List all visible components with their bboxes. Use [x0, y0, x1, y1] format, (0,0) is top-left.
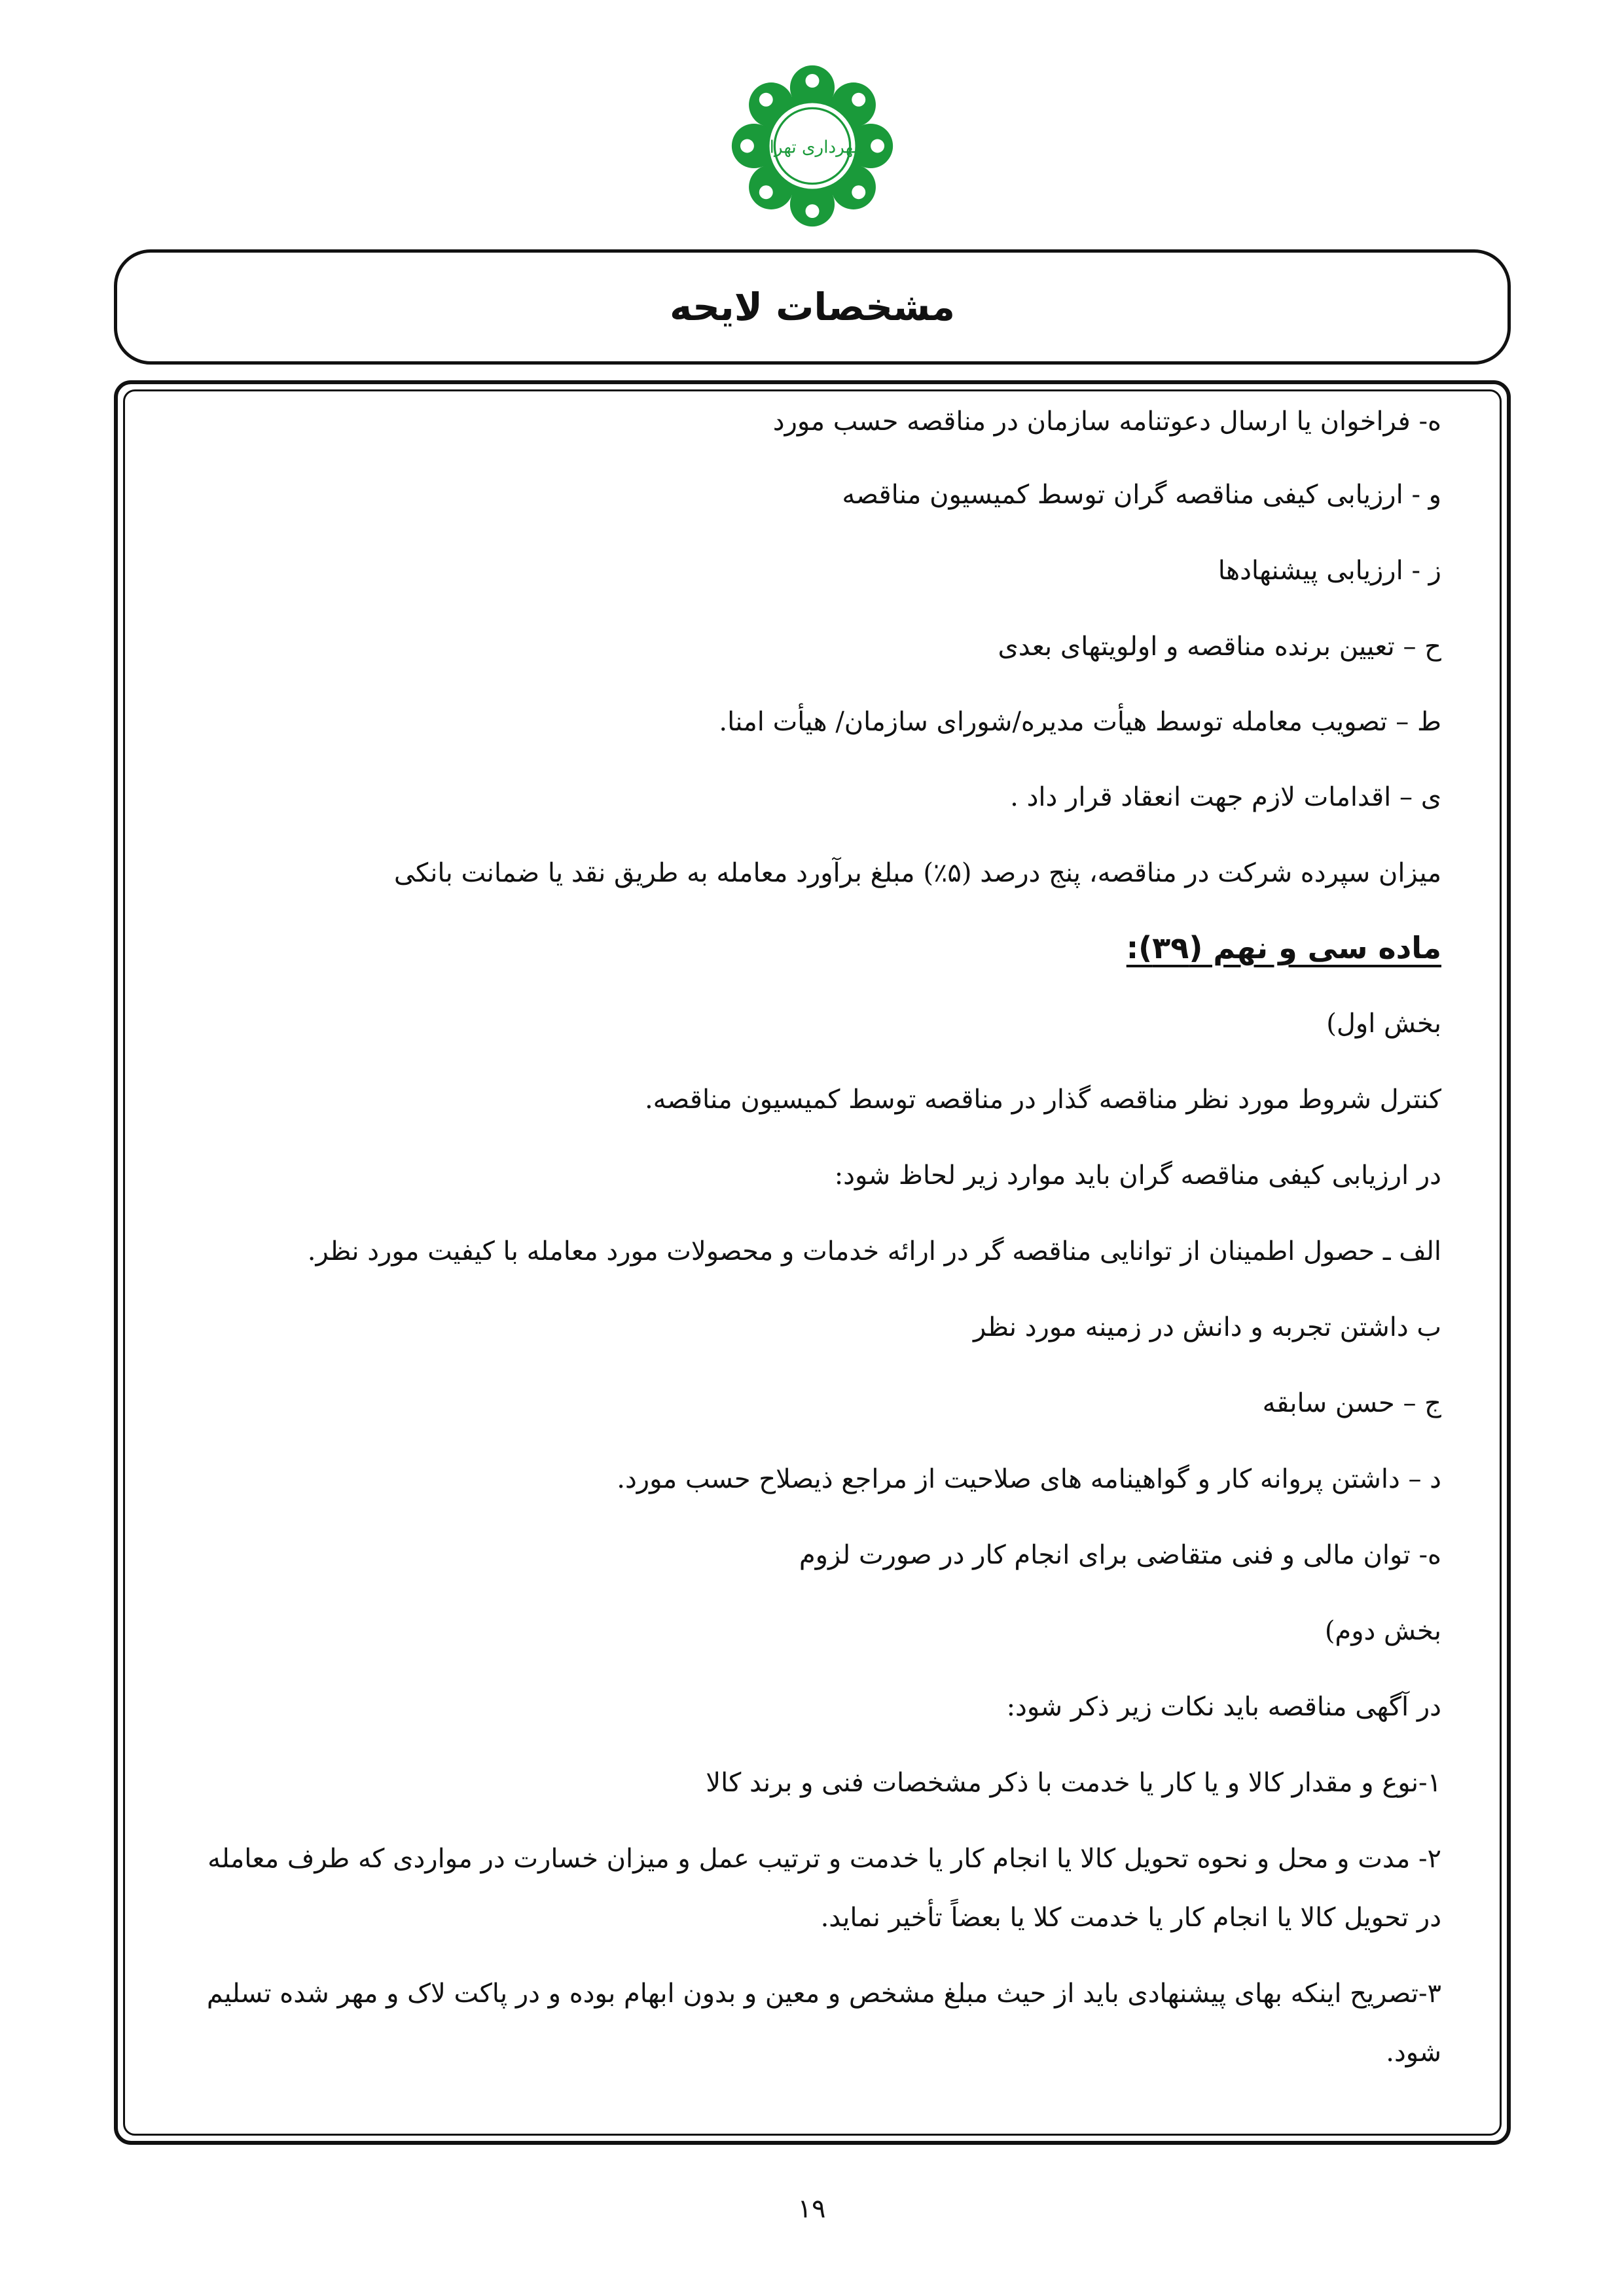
- text-line: کنترل شروط مورد نظر مناقصه گذار در مناقصه توسط کمیسیون مناقصه.: [644, 1085, 1441, 1115]
- list-item: ۱-نوع و مقدار کالا و یا کار یا خدمت با ذکر مشخصات فنی و برند کالا: [706, 1768, 1441, 1798]
- text-line: الف ـ حصول اطمینان از توانایی مناقصه گر در ارائه خدمات و محصولات مورد معامله با کیفیت مورد نظر.: [307, 1236, 1441, 1266]
- text-line: میزان سپرده شرکت در مناقصه، پنج درصد (۵٪) مبلغ برآورد معامله به طریق نقد یا ضمانت بانکی: [393, 858, 1441, 888]
- text-line: ب داشتن تجربه و دانش در زمینه مورد نظر: [973, 1312, 1441, 1342]
- list-item-continuation: شود.: [1386, 2037, 1441, 2068]
- text-line: ح – تعیین برنده مناقصه و اولویتهای بعدی: [998, 632, 1441, 662]
- list-item: ۳-تصریح اینکه بهای پیشنهادی باید از حیث مبلغ مشخص و معین و بدون ابهام بوده و در پاکت لاک و مهر شده تسلیم: [206, 1979, 1441, 2009]
- article-heading: ماده سی و نهم (۳۹):: [1126, 930, 1441, 965]
- text-line: ه- توان مالی و فنی متقاضی برای انجام کار در صورت لزوم: [799, 1540, 1441, 1570]
- page-number: ۱۹: [797, 2194, 826, 2224]
- tehran-municipality-logo-icon: [727, 60, 898, 232]
- text-line: در ارزیابی کیفی مناقصه گران باید موارد زیر لحاظ شود:: [834, 1160, 1441, 1191]
- section-title: بخش دوم): [1324, 1616, 1441, 1646]
- logo-text: شهرداری تهران: [757, 137, 868, 158]
- text-line: و - ارزیابی کیفی مناقصه گران توسط کمیسیون مناقصه: [842, 480, 1441, 510]
- text-line: ط – تصویب معامله توسط هیأت مدیره/شورای سازمان/ هیأت امنا.: [719, 707, 1441, 737]
- text-line: د – داشتن پروانه کار و گواهینامه های صلاحیت از مراجع ذیصلاح حسب مورد.: [617, 1464, 1441, 1494]
- page-title: مشخصات لایحه: [669, 285, 956, 329]
- title-box: [114, 249, 1511, 365]
- section-title: بخش اول): [1326, 1009, 1441, 1039]
- text-line: ی – اقدامات لازم جهت انعقاد قرار داد .: [1010, 782, 1441, 812]
- list-item-continuation: در تحویل کالا یا انجام کار یا خدمت کلا یا بعضاً تأخیر نماید.: [820, 1903, 1441, 1933]
- list-item: ۲- مدت و محل و نحوه تحویل کالا یا انجام کار یا خدمت و ترتیب عمل و میزان خسارت در مواردی که طرف معامله: [208, 1844, 1441, 1874]
- text-line: ز - ارزیابی پیشنهادها: [1218, 556, 1441, 586]
- text-line: در آگهی مناقصه باید نکات زیر ذکر شود:: [1006, 1692, 1441, 1722]
- text-line: ج – حسن سابقه: [1262, 1388, 1441, 1418]
- text-line: ه- فراخوان یا ارسال دعوتنامه سازمان در مناقصه حسب مورد: [772, 406, 1441, 437]
